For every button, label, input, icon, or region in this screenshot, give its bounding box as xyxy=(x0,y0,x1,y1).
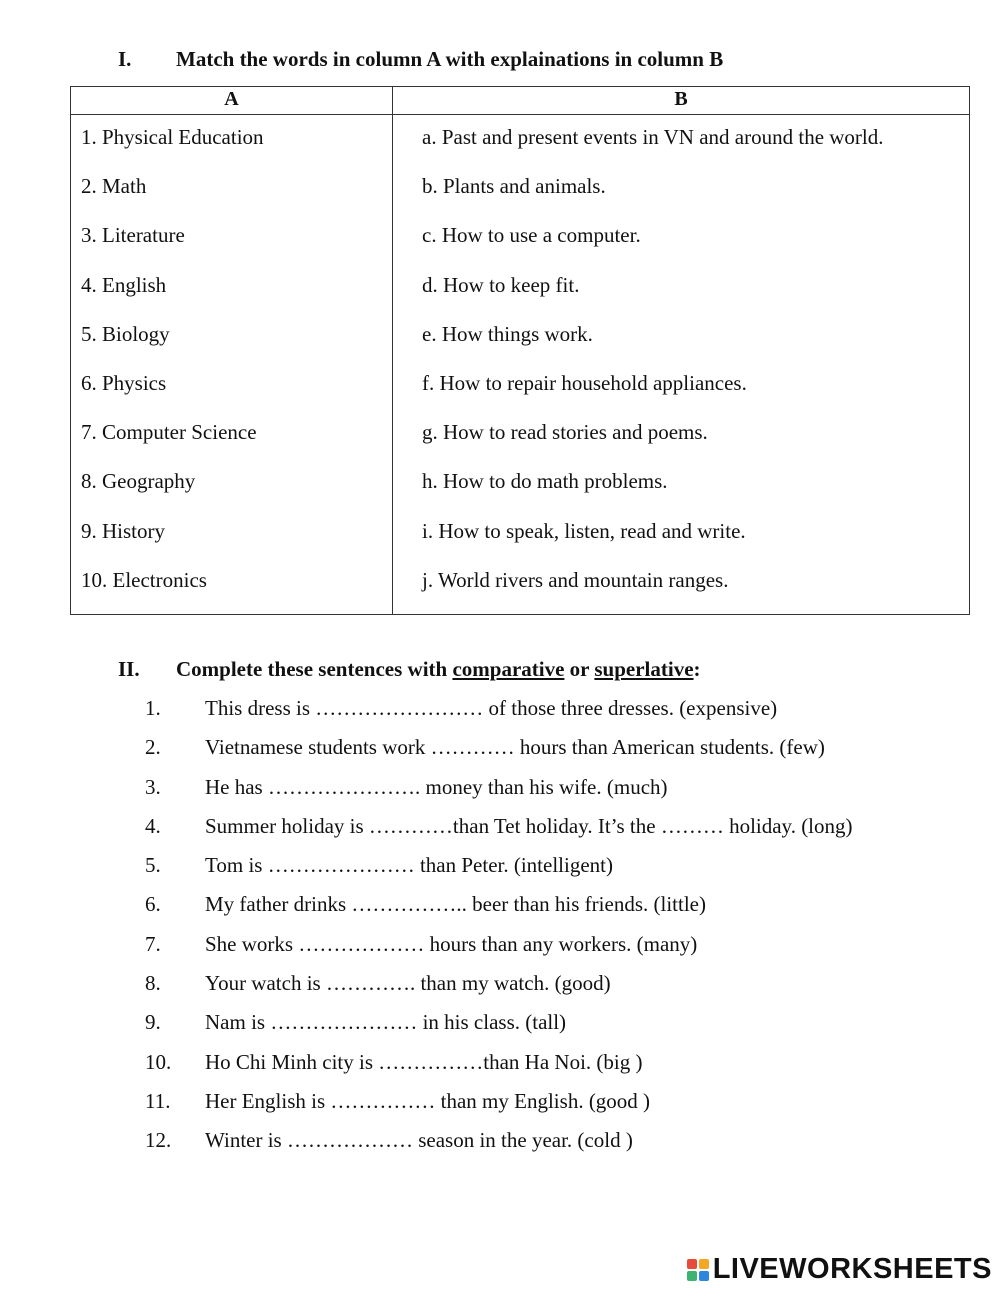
sentence-number: 11. xyxy=(145,1088,171,1113)
column-b-item: d. How to keep fit. xyxy=(422,272,580,297)
column-a-item: 1. Physical Education xyxy=(81,125,264,149)
column-a-item: 9. History xyxy=(81,518,165,543)
sentence-number: 2. xyxy=(145,735,161,760)
sentence-text: Tom is ………………… than Peter. (intelligent) xyxy=(205,853,613,878)
column-a-list xyxy=(81,122,264,614)
sentence-text: Vietnamese students work ………… hours than American students. (few) xyxy=(205,735,825,760)
column-b-item: c. How to use a computer. xyxy=(422,223,641,248)
superlative-keyword: superlative xyxy=(594,657,694,681)
sentence-text: My father drinks …………….. beer than his friends. (little) xyxy=(205,892,706,917)
sentence-number: 9. xyxy=(145,1010,161,1035)
sentence-number: 7. xyxy=(145,931,161,956)
sentence-text: This dress is …………………… of those three dresses. (expensive) xyxy=(205,696,778,720)
column-b-header: B xyxy=(674,88,688,110)
section-1-number: I. xyxy=(118,47,132,71)
comparative-keyword: comparative xyxy=(452,657,565,681)
column-b-item: e. How things work. xyxy=(422,321,593,346)
sentence-number: 1. xyxy=(145,696,161,720)
column-a-item: 2. Math xyxy=(81,174,147,199)
sentence-text: Ho Chi Minh city is ……………than Ha Noi. (big ) xyxy=(205,1049,643,1074)
column-a-item: 10. Electronics xyxy=(81,567,207,592)
sentence-text: He has …………………. money than his wife. (much) xyxy=(205,774,668,799)
column-a-item: 3. Literature xyxy=(81,223,185,248)
section-2-number: II. xyxy=(118,657,140,681)
sentence-number: 3. xyxy=(145,774,161,799)
column-a-item: 4. English xyxy=(81,272,167,297)
logo-block-blue xyxy=(699,1271,709,1281)
column-b-item: f. How to repair household appliances. xyxy=(422,370,747,395)
column-divider xyxy=(392,87,393,614)
column-b-item: h. How to do math problems. xyxy=(422,469,668,494)
section-1-title: Match the words in column A with explainations in column B xyxy=(176,47,724,71)
column-b-list xyxy=(422,122,884,614)
sentence-number: 12. xyxy=(145,1128,172,1153)
column-b-item: g. How to read stories and poems. xyxy=(422,420,708,445)
logo-block-green xyxy=(687,1271,697,1281)
column-a-item: 5. Biology xyxy=(81,321,170,346)
matching-table xyxy=(70,86,970,615)
sentence-number: 4. xyxy=(145,813,161,838)
sentence-text: Summer holiday is …………than Tet holiday. It’s the ……… holiday. (long) xyxy=(205,813,853,838)
sentence-text: Nam is ………………… in his class. (tall) xyxy=(205,1010,567,1035)
sentence-text: Your watch is …………. than my watch. (good) xyxy=(205,971,611,996)
sentence-text: Her English is …………… than my English. (good ) xyxy=(205,1088,651,1113)
section-2-title-prefix: Complete these sentences with xyxy=(176,657,453,681)
sentence-text: Winter is ……………… season in the year. (cold ) xyxy=(205,1128,633,1153)
logo-text: LIVEWORKSHEETS xyxy=(712,1253,992,1285)
section-2-title xyxy=(176,657,701,682)
header-divider xyxy=(71,114,969,115)
column-b-item: b. Plants and animals. xyxy=(422,174,606,199)
sentence-number: 8. xyxy=(145,971,161,996)
column-b-item: a. Past and present events in VN and around the world. xyxy=(422,125,884,149)
sentence-number: 5. xyxy=(145,853,161,878)
liveworksheets-blocks-icon xyxy=(687,1259,709,1281)
title-colon: : xyxy=(693,657,701,681)
logo-block-orange xyxy=(699,1259,709,1269)
logo-block-red xyxy=(687,1259,697,1269)
column-a-header: A xyxy=(224,88,239,110)
column-b-item: j. World rivers and mountain ranges. xyxy=(422,567,729,592)
or-word: or xyxy=(564,657,595,681)
column-b-item: i. How to speak, listen, read and write. xyxy=(422,518,746,543)
column-a-item: 6. Physics xyxy=(81,370,167,395)
sentence-text: She works ……………… hours than any workers. (many) xyxy=(205,931,698,956)
sentence-number: 6. xyxy=(145,892,161,917)
column-a-item: 8. Geography xyxy=(81,469,196,494)
sentence-number: 10. xyxy=(145,1049,172,1074)
liveworksheets-logo[interactable] xyxy=(687,1253,992,1286)
column-a-item: 7. Computer Science xyxy=(81,420,257,445)
